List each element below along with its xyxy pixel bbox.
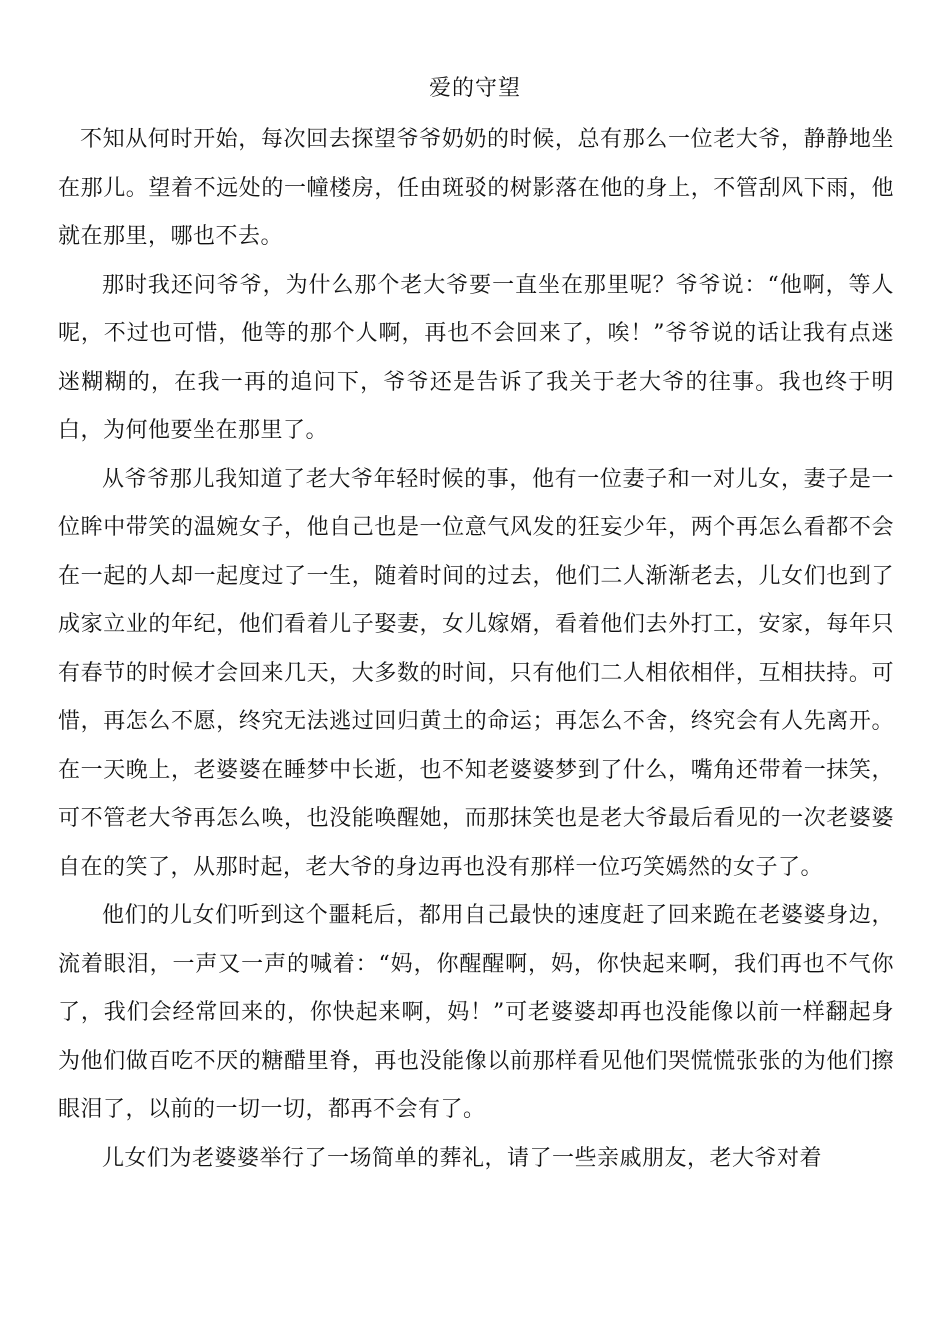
paragraph-3: 从爷爷那儿我知道了老大爷年轻时候的事，他有一位妻子和一对儿女，妻子是一位眸中带笑的温婉女子，他自己也是一位意气风发的狂妄少年，两个再怎么看都不会在一起的人却一起度过了一生，随着时间的过去，他们二人渐渐老去，儿女们也到了成家立业的年纪，他们看着儿子娶妻，女儿嫁婿，看着他们去外打工，安家，每年只有春节的时候才会回来几天，大多数的时间，只有他们二人相依相伴，互相扶持。可惜，再怎么不愿，终究无法逃过回归黄土的命运；再怎么不舍，终究会有人先离开。在一天晚上，老婆婆在睡梦中长逝，也不知老婆婆梦到了什么，嘴角还带着一抹笑，可不管老大爷再怎么唤，也没能唤醒她，而那抹笑也是老大爷最后看见的一次老婆婆自在的笑了，从那时起，老大爷的身边再也没有那样一位巧笑嫣然的女子了。	[58, 466, 894, 880]
paragraph-4: 他们的儿女们听到这个噩耗后，都用自己最快的速度赶了回来跪在老婆婆身边，流着眼泪，一声又一声的喊着：“妈，你醒醒啊，妈，你快起来啊，我们再也不气你了，我们会经常回来的，你快起来啊，妈！”可老婆婆却再也没能像以前一样翻起身为他们做百吃不厌的糖醋里脊，再也没能像以前那样看见他们哭慌慌张张的为他们擦眼泪了，以前的一切一切，都再不会有了。	[58, 903, 894, 1122]
document-title: 爱的守望	[428, 76, 521, 101]
paragraph-2: 那时我还问爷爷，为什么那个老大爷要一直坐在那里呢？爷爷说：“他啊，等人呢，不过也可惜，他等的那个人啊，再也不会回来了，唉！”爷爷说的话让我有点迷迷糊糊的，在我一再的追问下，爷爷还是告诉了我关于老大爷的往事。我也终于明白，为何他要坐在那里了。	[58, 272, 894, 443]
document-body	[58, 116, 894, 1183]
paragraph-5: 儿女们为老婆婆举行了一场简单的葬礼，请了一些亲戚朋友，老大爷对着	[102, 1145, 823, 1171]
paragraph-1: 不知从何时开始，每次回去探望爷爷奶奶的时候，总有那么一位老大爷，静静地坐在那儿。望着不远处的一幢楼房，任由斑驳的树影落在他的身上，不管刮风下雨，他就在那里，哪也不去。	[58, 127, 894, 249]
